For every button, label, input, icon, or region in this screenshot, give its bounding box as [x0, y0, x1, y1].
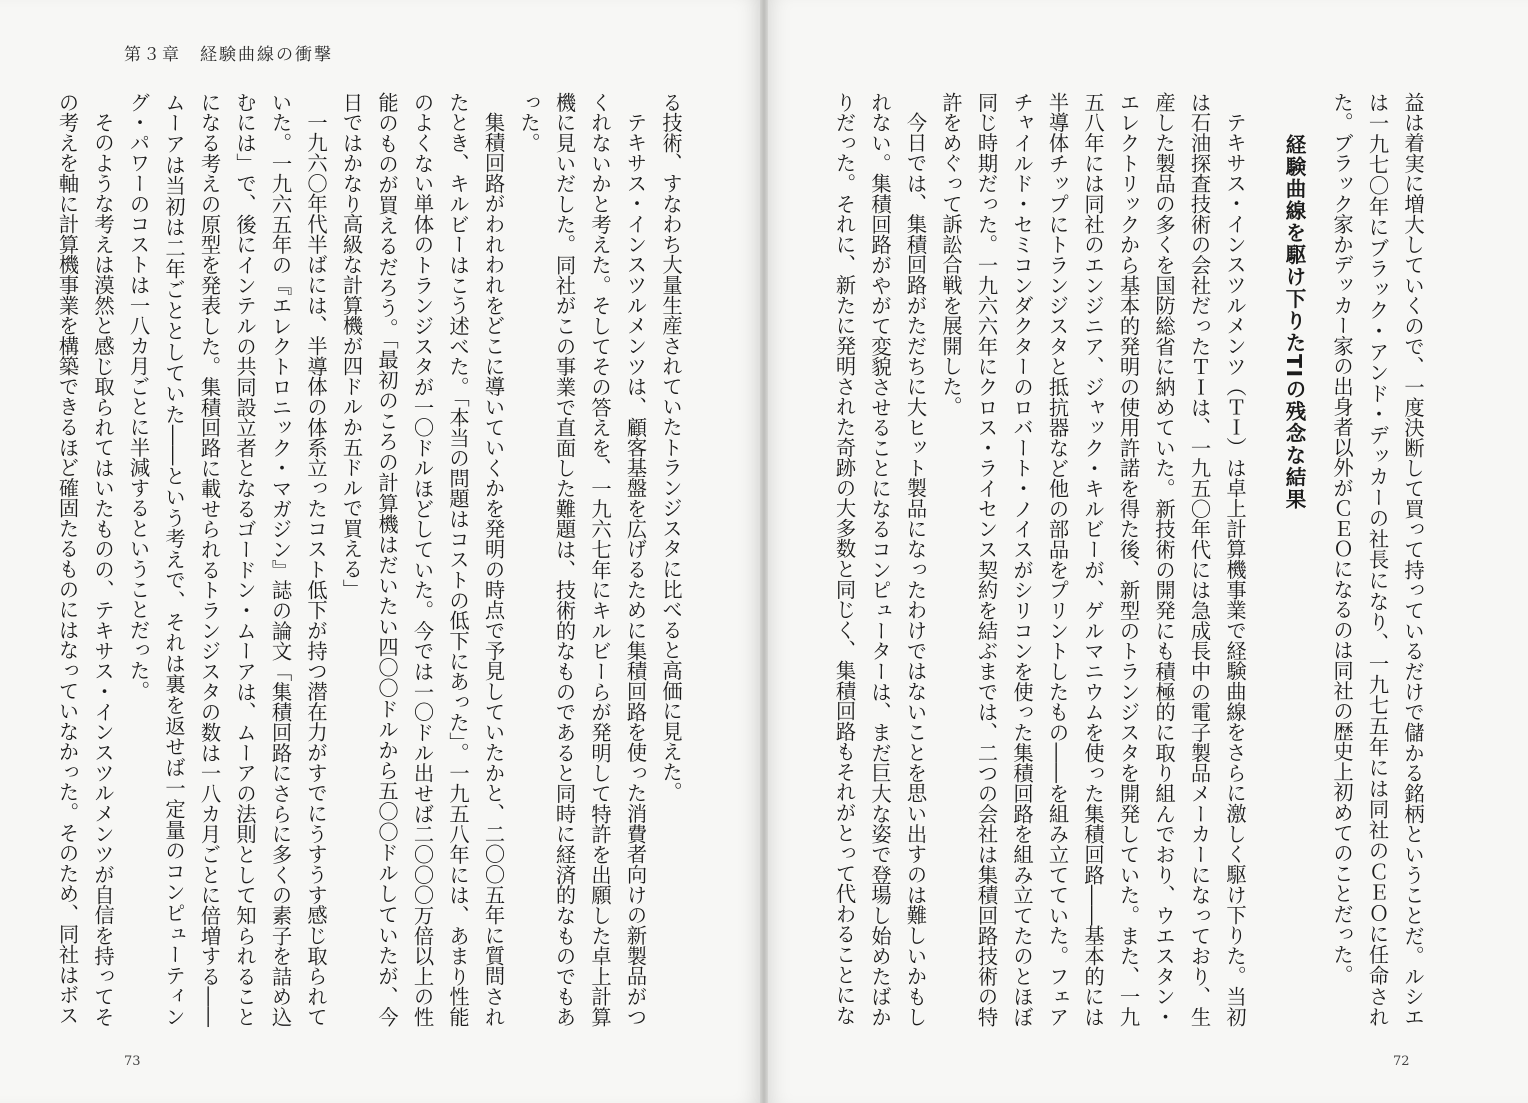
paragraph: そのような考えは漠然と感じ取られてはいたものの、テキサス・インスツルメンツが自信を持ってその考えを軸に計算機事業を構築できるほど確固たるものにはなっていなかった。そのため、同社はボス [55, 92, 115, 1027]
paragraph: 集積回路がわれわれをどこに導いていくかを発明の時点で予見していたかと、二〇〇五年に質問されたとき、キルビーはこう述べた。「本当の問題はコストの低下にあった」。一九五八年には、あまり性能のよくない単体のトランジスタが一〇ドルほどしていた。今では一〇ドル出せば二〇〇〇万倍以上の性能のものが買えるだろう。「最初のころの計算機はだいたい四〇〇ドルから五〇〇ドルしていたが、今日ではかなり高級な計算機が四ドルか五ドルで買える」 [339, 92, 506, 1027]
page-number-right: 72 [1393, 1054, 1410, 1069]
section-heading: 経験曲線を駆け下りたTIの残念な結果 [1282, 134, 1306, 511]
page-number-left: 73 [124, 1054, 141, 1069]
paragraph: 一九六〇年代半ばには、半導体の体系立ったコスト低下が持つ潜在力がすでにうすうす感じ取られていた。一九六五年の『エレクトロニック・マガジン』誌の論文「集積回路にさらに多くの素子を詰め込むには」で、後にインテルの共同設立者となるゴードン・ムーアは、ムーアの法則として知られることになる考えの原型を発表した。集積回路に載せられるトランジスタの数は一八カ月ごとに倍増する――ムーアは当初は二年ごととしていた――という考えで、それは裏を返せば一定量のコンピューティング・パワーのコストは一八カ月ごとに半減するということだった。 [126, 92, 328, 1027]
paragraph: 今日では、集積回路がただちに大ヒット製品になったわけではないことを思い出すのは難しいかもしれない。集積回路がやがて変貌させることになるコンピューターは、まだ巨大な姿で登場し始めたばかりだった。それに、新たに発明された奇跡の大多数と同じく、集積回路もそれがとって代わることにな [832, 92, 928, 1027]
right-page-body [832, 92, 1252, 1027]
left-page-body [55, 92, 688, 1027]
paragraph: テキサス・インスツルメンツ（ＴＩ）は卓上計算機事業で経験曲線をさらに激しく駆け下りた。当初は石油探査技術の会社だったＴＩは、一九五〇年代には急成長中の電子製品メーカーになっており、生産した製品の多くを国防総省に納めていた。新技術の開発にも積極的に取り組んでおり、ウエスタン・エレクトリックから基本的発明の使用許諾を得た後、新型のトランジスタを開発していた。また、一九五八年には同社のエンジニア、ジャック・キルビーが、ゲルマニウムを使った集積回路――基本的には半導体チップにトランジスタと抵抗器など他の部品をプリントしたもの――を組み立てていた。フェアチャイルド・セミコンダクターのロバート・ノイスがシリコンを使った集積回路を組み立てたのとほぼ同じ時期だった。一九六六年にクロス・ライセンス契約を結ぶまでは、二つの会社は集積回路技術の特許をめぐって訴訟合戦を展開した。 [939, 92, 1247, 1027]
paragraph: テキサス・インスツルメンツは、顧客基盤を広げるために集積回路を使った消費者向けの新製品がつくれないかと考えた。そしてその答えを、一九六七年にキルビーらが発明して特許を出願した卓上計算機に見いだした。同社がこの事業で直面した難題は、技術的なものであると同時に経済的なものでもあった。 [517, 92, 648, 1027]
paragraph: 益は着実に増大していくので、一度決断して買って持っているだけで儲かる銘柄ということだ。ルシエは一九七〇年にブラック・アンド・デッカーの社長になり、一九七五年には同社のＣＥＯに任命された。ブラック家かデッカー家の出身者以外がＣＥＯになるのは同社の歴史上初めてのことだった。 [1330, 92, 1425, 1027]
paragraph: る技術、すなわち大量生産されていたトランジスタに比べると高価に見えた。 [659, 92, 683, 803]
right-page-opening [1330, 92, 1430, 1027]
running-head: 第３章 経験曲線の衝撃 [124, 45, 333, 65]
book-gutter [760, 0, 768, 1103]
